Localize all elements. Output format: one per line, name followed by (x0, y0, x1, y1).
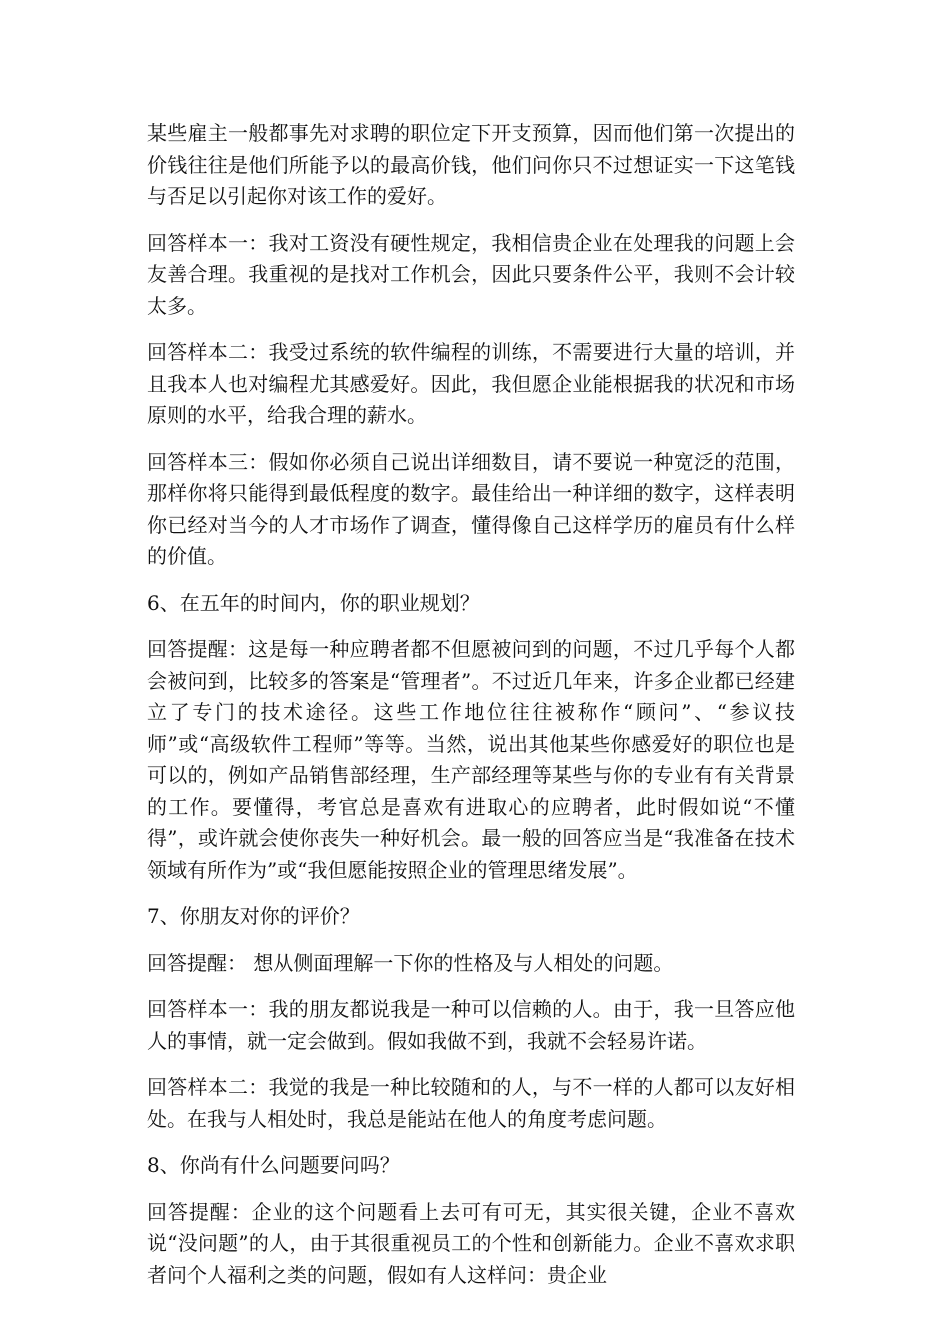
document-page (147, 118, 795, 1306)
paragraph-friends-tip: 回答提醒： 想从侧面理解一下你的性格及与人相处的问题。 (147, 950, 674, 975)
question-8-heading: 8、你尚有什么问题要问吗？ (147, 1153, 400, 1177)
paragraph-salary-sample-2: 回答样本二：我受过系统的软件编程的训练，不需要进行大量的培训，并且我本人也对编程尤其感爱好。因此，我但愿企业能根据我的状况和市场原则的水平，给我合理的薪水。 (147, 340, 795, 427)
paragraph-friends-sample-2: 回答样本二：我觉的我是一种比较随和的人，与不一样的人都可以友好相处。在我与人相处时，我总是能站在他人的角度考虑问题。 (147, 1075, 795, 1131)
paragraph-friends-sample-1: 回答样本一：我的朋友都说我是一种可以信赖的人。由于，我一旦答应他人的事情，就一定会做到。假如我做不到，我就不会轻易许诺。 (147, 997, 795, 1053)
question-6-heading: 6、在五年的时间内，你的职业规划？ (147, 590, 480, 615)
paragraph-salary-sample-1: 回答样本一：我对工资没有硬性规定，我相信贵企业在处理我的问题上会友善合理。我重视的是找对工作机会，因此只要条件公平，我则不会计较太多。 (147, 230, 795, 318)
paragraph-questions-tip: 回答提醒：企业的这个问题看上去可有可无，其实很关键，企业不喜欢说“没问题”的人，由于其很重视员工的个性和创新能力。企业不喜欢求职者问个人福利之类的问题，假如有人这样问：贵企业 (147, 1199, 795, 1287)
paragraph-salary-intro: 某些雇主一般都事先对求聘的职位定下开支预算，因而他们第一次提出的价钱往往是他们所能予以的最高价钱，他们问你只不过想证实一下这笔钱与否足以引起你对该工作的爱好。 (147, 121, 795, 208)
paragraph-career-plan-tip: 回答提醒：这是每一种应聘者都不但愿被问到的问题，不过几乎每个人都会被问到，比较多的答案是“管理者”。不过近几年来，许多企业都已经建立了专门的技术途径。这些工作地位往往被称作“顾问”、“参议技师”或“高级软件工程师”等等。当然，说出其他某些你感爱好的职位也是可以的，例如产品销售部经理，生产部经理等某些与你的专业有有关背景的工作。要懂得，考官总是喜欢有进取心的应聘者，此时假如说“不懂得”，或许就会使你丧失一种好机会。最一般的回答应当是“我准备在技术领域有所作为”或“我但愿能按照企业的管理思绪发展”。 (147, 637, 795, 882)
paragraph-salary-sample-3: 回答样本三：假如你必须自己说出详细数目，请不要说一种宽泛的范围，那样你将只能得到最低程度的数字。最佳给出一种详细的数字，这样表明你已经对当今的人才市场作了调查，懂得像自己这样学历的雇员有什么样的价值。 (147, 449, 795, 568)
question-7-heading: 7、你朋友对你的评价？ (147, 904, 360, 928)
